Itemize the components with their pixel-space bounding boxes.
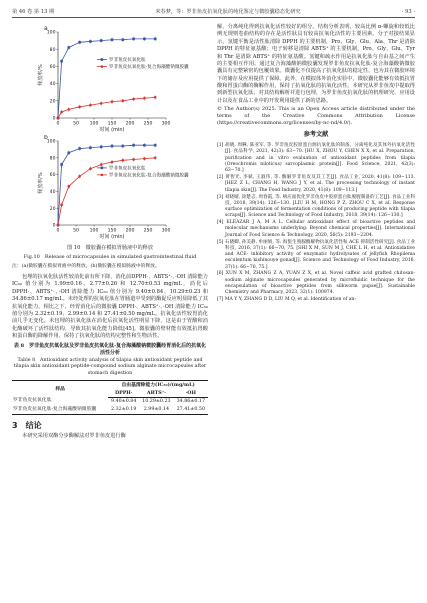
y-tick-label: 40: [49, 82, 56, 88]
legend-label: 罗非鱼皮抗氧化肽: [108, 166, 146, 172]
figure-caption: 图 10 微胶囊在模拟胃肠液中的释放: [66, 244, 154, 251]
table-cell: 34.86±0.17: [176, 398, 206, 404]
series-line: [58, 97, 155, 118]
x-tick-label: 0: [56, 228, 60, 234]
x-tick-label: 200: [125, 228, 135, 234]
y-tick-label: 0: [52, 116, 56, 122]
release-chart-b-svg: [12, 135, 208, 239]
table-row: [12, 406, 208, 414]
x-axis-label: 时间 (min): [99, 234, 125, 240]
x-tick-label: 150: [107, 121, 117, 127]
legend-marker: [101, 65, 104, 68]
y-tick-label: 80: [49, 47, 56, 53]
series-line: [58, 146, 155, 226]
y-tick-label: 100: [46, 139, 56, 145]
y-axis-label: 释放率/%: [38, 172, 44, 195]
table-cell: 2.32±0.19: [108, 406, 139, 414]
header-page-number: · 93 ·: [401, 8, 415, 15]
table-title-en: Table 8 Antioxidant activity analysis of tilapia skin antioxidant peptide and tilapia skin antioxidant peptide-compound sodium alginate microcapsules after stomach digestion: [13, 357, 207, 377]
table-cell: 2.99±0.14: [139, 406, 173, 414]
legend-label: 罗非鱼皮抗氧化肽-复合海藻酸钠微胶囊: [108, 173, 189, 179]
table-header-abts: ABTS⁺·: [139, 389, 173, 397]
antioxidant-table: [12, 380, 208, 415]
panel-label: a: [44, 25, 48, 32]
release-chart-a-svg: [12, 24, 208, 132]
y-tick-label: 20: [49, 207, 56, 213]
x-tick-label: 300: [161, 121, 171, 127]
y-tick-label: 20: [49, 99, 56, 105]
y-tick-label: 60: [49, 173, 56, 179]
reference-item: [3] 刘晓晴, 涂楚志, 周春霞, 等. 响应面优化罗非鱼皮中胶原蛋白肽脱腥制备的工艺[J]. 食品工业科技, 2018, 39(14): 126−130. [LIU H M, HONG P Z, ZHOU C X, et al. Response surface optimization of fermentation conditions of producing peptide with tilapia scraps[J]. Science and Technology of Food Industry, 2018, 39(14): 126−130.]: [217, 194, 415, 219]
table-cell-sample: 罗非鱼皮抗氧化肽-复合海藻酸钠微胶囊: [12, 406, 108, 414]
header-title: 米春梦，等：罗非鱼皮抗氧化肽的纯化鉴定与微胶囊稳态化研究: [155, 8, 301, 15]
x-tick-label: 250: [143, 121, 153, 127]
reference-item: [4] ELEAZAR J A, M A L. Cellular antioxidant effect of bioactive peptides and molecular mechanisms underlying: Beyond chemical properties[J]. International Journal of Food Science & Technology, 2020, 56(5): 2193−2204.: [217, 220, 415, 238]
x-axis-label: 时间 (min): [99, 127, 125, 132]
table-sample-header: 样品: [12, 380, 108, 397]
x-tick-label: 50: [73, 121, 79, 127]
reference-item: [2] 黄智光, 李斌, 王淑伟, 等. 酶解罗非鱼皮及其工艺[J]. 食品工业, 2020, 41(8): 109−113. [HEZ Z L, CHANG H, WANG J Y, et al. The processing technology of instant tilapia skin[J]. The Food Industry, 2020, 41(8): 109−113.]: [217, 175, 415, 193]
y-tick-label: 100: [46, 30, 56, 36]
y-tick-label: 40: [49, 190, 56, 196]
legend-label: 罗非鱼皮抗氧化肽: [108, 58, 146, 64]
x-tick-label: 150: [107, 228, 117, 234]
conclusion-heading: 3 结论: [12, 420, 42, 430]
table-header-oh: ·OH: [174, 389, 208, 397]
license-notice: © The Author(s) 2025. This is an Open Access article distributed under the terms of the Creative Commons Attribution License (https://creativecommons.org/licenses/by-nc-nd/4.0/).: [217, 106, 415, 127]
table-header-dpph: DPPH·: [108, 389, 139, 397]
table-group-header: 自由基清除能力(IC₅₀)/(mg/mL): [108, 380, 208, 388]
x-tick-label: 50: [73, 228, 79, 234]
references-heading: 参考文献: [303, 131, 329, 139]
release-chart-a: [12, 24, 208, 135]
y-axis-label: 释放率/%: [38, 64, 44, 86]
y-tick-label: 0: [52, 223, 56, 229]
x-tick-label: 100: [89, 121, 99, 127]
reference-item: [5] 石晓卿, 孙美静, 牟丽娟, 等. 海蜇生殖腺酶解物抗氧化活性和 ACE 抑制活性研究[J]. 食品工业科技, 2016, 37(1): 66−70, 75. [SHI X M, SUN M J, CHE L H, et al. Antioxidative and ACE- inhibitory activity of enzymatic hydrolysates of jellyfish Rhopilema esculentum kishinouye gonad[J]. Science and Technology of Food Industry, 2016, 37(1): 66−70, 75.]: [217, 239, 415, 270]
table-cell: 9.40±0.84: [111, 398, 137, 404]
panel-label: b: [44, 135, 48, 142]
left-column: [12, 24, 208, 442]
series-line: [58, 39, 155, 118]
table-row: [12, 397, 208, 405]
release-chart-b: [12, 135, 208, 242]
conclusion-continued: 解，分离纯化得到抗氧化活性较好的组分。结构分析表明，较高比例 α-螺旋和较低比例无规则卷曲结构的存在是活性肽具有较高抗氧化活性的主要因素。分子对接结果显示，氢键平衡是活性肽清除 DPPH 的主要机制，Pro、Gly、Glu、Ala、Thr 是清除 DPPH 的特征氨基酸；电子转移是清除 ABTS⁺ 的主要机制，Pro、Gly、Glu、Tyr 和 Thr 是清除 ABTS⁺ 的特征氨基酸。氢键和疏水作用是抗氧化肽与自由基之间产生的主要相互作用。通过复合海藻酸钠微胶囊发现罗非鱼皮抗氧化肽-复合海藻酸钠微胶囊具有完整紧密的包覆效果。微囊化不仅提高了抗氧化肽的稳定性，也为其在微胶环境下的储存及应用提供了保障。此外，在模拟体外消化实验中，微胶囊化能够有效抵抗胃酸和胃蛋白酶的酶解作用，保持了抗氧化肽的抗氧化活性。本研究从罗非鱼皮中提取得到新型抗氧化肽，对其结构解析并进行包埋，为罗非鱼皮抗氧化肽的机理研究、应用设计以及在食品工业中的开发利用提供了新的思路。: [217, 24, 415, 104]
conclusion-paragraph: 本研究采用双酶分步酶解法对罗非鱼皮进行酶: [22, 433, 126, 440]
header-volume: 第 46 卷 第 13 期: [12, 8, 55, 15]
legend-label: 罗非鱼皮抗氧化肽-复合海藻酸钠微胶囊: [108, 65, 189, 71]
reference-item: [6] XUN X M, ZHANG Z A, YUAN Z X, et al. Novel caffeic acid grafted chitosan-sodium alginate microcapsules generated by microfluidic technique for the encapsulation of bioactive peptides from silkworm pupae[J]. Sustainable Chemistry and Pharmacy, 2023, 32(1): 100974.: [217, 271, 415, 296]
legend-marker: [101, 167, 104, 170]
figure-caption-en: Fig.10 Release of microcapsules in simulated gastrointestinal fluid: [23, 254, 197, 261]
legend-marker: [101, 58, 104, 61]
reference-item: [1] 胡晓, 周韡, 陈亚军, 等. 罗非鱼皮胶原蛋白源抗氧化肽的制备、分离纯化及其体外抗氧化活性[J]. 食品科学, 2021, 42(3): 63−70. [HU X, ZHOU Y, CHEN X X, et al. Preparation, purification and in vitro evaluation of antioxidant peptides from tilapia (Oreochromis niloticus) sarcoplasmic protein[J]. Food Science, 2021, 42(3): 63−70.]: [217, 143, 415, 174]
y-tick-label: 60: [49, 65, 56, 70]
table-cell: 27.41±0.50: [174, 406, 208, 414]
x-tick-label: 0: [56, 121, 60, 127]
right-column: [217, 24, 415, 304]
figure-note: 注：(a)微胶囊在模拟胃液中的释放，(b)微胶囊在模拟肠液中的释放。: [12, 264, 160, 270]
x-tick-label: 250: [143, 228, 153, 234]
y-tick-label: 80: [49, 156, 56, 162]
body-paragraph: 包埋的抗氧化肽活性较消化前有所下降，消化前DPPH·、ABTS⁺·、·OH 清除能力 IC₅₀ 值分别为 1.99±0.16、2.77±0.26 和 12.70±0.53 mg/mL，消化后 DPPH·、ABTS⁺·、·OH 清除能力 IC₅₀ 值分别为 9.40±0.84、10.29±0.23 和 34.86±0.17 mg/mL。未经处理的抗氧化肽在胃肠道中受到的酶促反应明显降低了其抗氧化能力。相比之下，经胃消化后的微胶囊 DPPH·、ABTS⁺·、·OH 清除能力 IC₅₀ 值分别为 2.32±0.19、2.99±0.14 和 27.41±0.50 mg/mL，抗氧化活性较胃消化前几乎无变化。未包埋的抗氧化肽在消化后抗氧化活性明显下降，这是由于胃酸和消化酶破坏了活性肽结构，导致其抗氧化能力降低[45]。微胶囊的壁材能有效抵抗胃酸和蛋白酶的降解作用，保持了抗氧化肽的结构完整性和生物活性。: [12, 274, 208, 340]
legend-marker: [101, 174, 104, 177]
reference-item: [7] MA Y Y, ZHANG D D, LIU M Q, et al. Identification of an-: [217, 297, 356, 303]
table-cell-sample: 罗非鱼皮抗氧化肽: [13, 398, 52, 404]
x-tick-label: 300: [161, 228, 171, 234]
x-tick-label: 200: [125, 121, 135, 127]
running-header: [12, 8, 415, 18]
table-title: 表 8 罗非鱼皮抗氧化肽及罗非鱼皮抗氧化肽-复合海藻酸钠微胶囊经胃消化后的抗氧化活性分析: [13, 343, 207, 357]
table-cell: 10.29±0.23: [142, 398, 171, 404]
reference-list: [217, 143, 415, 303]
x-tick-label: 100: [89, 228, 99, 234]
